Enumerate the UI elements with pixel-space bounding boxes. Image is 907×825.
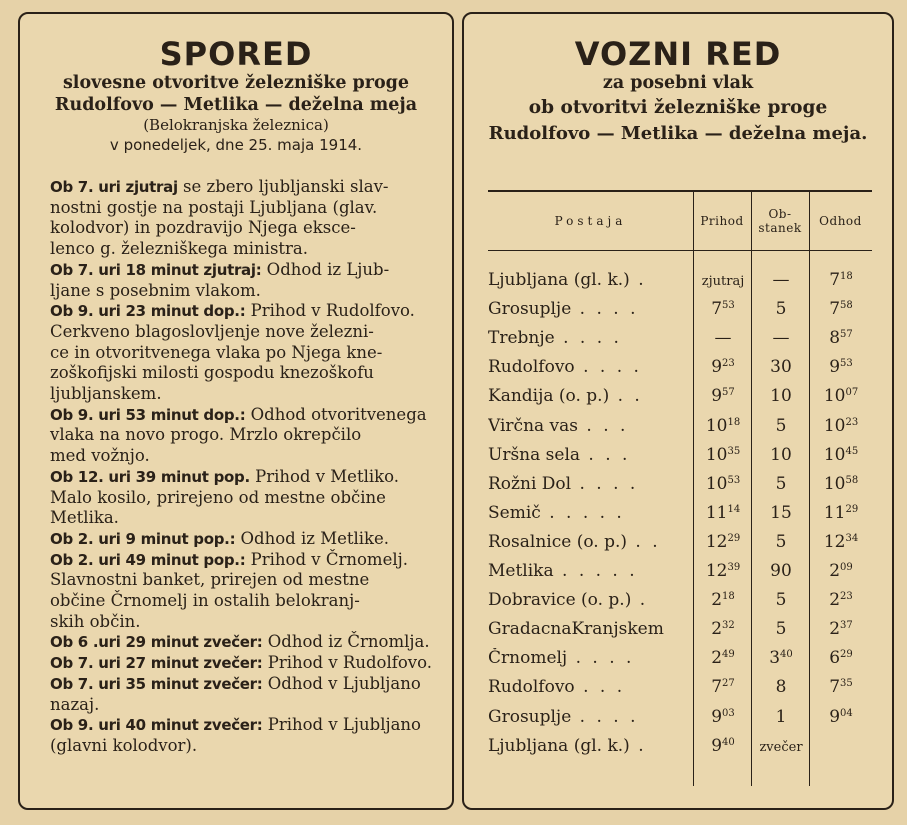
arrival-time-minute: 53 xyxy=(722,300,735,312)
station-name xyxy=(488,707,688,727)
arrival-time-minute: 03 xyxy=(722,707,735,719)
station-label: Rudolfovo xyxy=(488,357,575,378)
arrival-time-hour: 11 xyxy=(705,502,728,523)
arrival-time-minute: 18 xyxy=(727,416,741,428)
timetable-title: VOZNI RED xyxy=(574,35,782,73)
departure-time-hour: 7 xyxy=(829,677,841,698)
stop-duration xyxy=(752,736,810,756)
station-name xyxy=(488,299,688,319)
station-label: Uršna sela xyxy=(488,444,581,465)
program-entry-text: Odhod iz Metlike. xyxy=(235,528,390,548)
departure-time-minute: 29 xyxy=(845,503,859,515)
station-leader-dots: . xyxy=(629,735,647,756)
program-entry-time: Ob 7. uri 18 minut zjutraj: xyxy=(50,260,262,279)
arrival-time xyxy=(694,445,752,465)
timetable-row xyxy=(488,353,872,382)
station-label: Ljubljana (gl. k.) xyxy=(488,735,630,756)
departure-time-hour: 11 xyxy=(823,502,846,523)
program-entry-time: Ob 12. uri 39 minut pop. xyxy=(50,467,250,486)
station-leader-dots: . . . xyxy=(578,415,629,436)
station-label: GradacnaKranjskem xyxy=(488,619,664,640)
program-entry-text: skih občin. xyxy=(50,611,141,631)
arrival-time xyxy=(694,707,752,727)
station-name xyxy=(488,503,688,523)
arrival-time-hour: 12 xyxy=(705,531,728,552)
stop-duration-hour: 5 xyxy=(775,299,787,320)
arrival-time-hour: zjutraj xyxy=(701,274,745,289)
program-entry xyxy=(50,550,445,633)
station-name xyxy=(488,416,688,436)
stop-duration-minute: 40 xyxy=(780,649,793,661)
program-panel xyxy=(18,12,454,810)
program-entry-text: Cerkveno blagoslovljenje nove železni- xyxy=(50,321,374,341)
program-entry-text: Odhod otvoritvenega xyxy=(245,404,427,424)
program-entry-text: Prihod v Rudolfovo. xyxy=(262,653,433,673)
stop-duration-hour: 10 xyxy=(770,386,792,407)
station-name xyxy=(488,328,688,348)
station-name xyxy=(488,386,688,406)
program-entry xyxy=(50,632,445,653)
station-label: Dobravice (o. p.) xyxy=(488,590,632,611)
stop-duration xyxy=(752,357,810,377)
stop-duration-hour: 30 xyxy=(770,357,792,378)
program-entry xyxy=(50,301,445,405)
departure-time xyxy=(810,299,872,319)
arrival-time-hour: 10 xyxy=(705,444,728,465)
departure-time xyxy=(810,503,872,523)
header-station: Postaja xyxy=(554,214,627,228)
program-entry-text: lenco g. železniškega ministra. xyxy=(50,239,309,259)
arrival-time-hour: 7 xyxy=(711,677,723,698)
stop-duration xyxy=(752,677,810,697)
departure-time-hour: 7 xyxy=(829,270,841,290)
timetable-row xyxy=(488,266,872,295)
timetable-row xyxy=(488,470,872,499)
program-entry-text: občine Črnomelj in ostalih belokranj- xyxy=(50,591,360,611)
station-label: Rožni Dol xyxy=(488,473,572,494)
station-leader-dots: . . xyxy=(609,386,643,407)
station-leader-dots: . . . . . xyxy=(540,502,625,523)
program-entry-time: Ob 9. uri 53 minut dop.: xyxy=(50,405,246,424)
stop-duration xyxy=(752,619,810,639)
stop-duration-hour: — xyxy=(772,328,790,349)
arrival-time xyxy=(694,619,752,639)
station-name xyxy=(488,619,688,639)
station-leader-dots: . . . xyxy=(574,677,626,698)
program-entry-text: Prihod v Rudolfovo. xyxy=(245,301,415,321)
program-entry-text: Odhod iz Črnomlja. xyxy=(262,632,430,652)
program-entry xyxy=(50,529,445,550)
station-leader-dots: . xyxy=(629,270,647,290)
stop-duration-hour: 5 xyxy=(775,473,787,494)
program-subtitle-3: (Belokranjska železnica) xyxy=(143,116,329,134)
station-leader-dots: . . xyxy=(627,531,661,552)
arrival-time-minute: 40 xyxy=(722,736,735,748)
stop-duration-hour: zvečer xyxy=(759,739,803,755)
program-entry-text: Prihod v Metliko. xyxy=(249,466,400,486)
station-label: Kandija (o. p.) xyxy=(488,386,610,407)
departure-time xyxy=(810,707,872,727)
timetable-row xyxy=(488,412,872,441)
stop-duration xyxy=(752,590,810,610)
timetable-row xyxy=(488,441,872,470)
departure-time-hour: 10 xyxy=(823,415,846,436)
program-entry-time: Ob 2. uri 49 minut pop.: xyxy=(50,550,246,569)
station-leader-dots: . . . . xyxy=(571,473,639,494)
arrival-time-hour: 9 xyxy=(711,357,723,378)
program-entry xyxy=(50,715,445,756)
station-name xyxy=(488,270,688,290)
station-leader-dots: . . . . xyxy=(567,648,635,669)
station-name xyxy=(488,736,688,756)
departure-time-minute: 09 xyxy=(840,562,853,573)
program-entry xyxy=(50,405,445,467)
program-entry-text: ljane s posebnim vlakom. xyxy=(50,280,261,300)
arrival-time-minute: 23 xyxy=(722,358,735,370)
departure-time-hour: 10 xyxy=(823,444,846,465)
arrival-time-hour: 9 xyxy=(711,735,723,756)
program-entry-text: (glavni kolodvor). xyxy=(50,735,198,755)
station-label: Grosuplje xyxy=(488,299,572,320)
stop-duration xyxy=(752,416,810,436)
timetable-subtitle-3: Rudolfovo — Metlika — deželna meja. xyxy=(488,123,868,144)
arrival-time xyxy=(694,270,752,290)
departure-time xyxy=(810,648,872,668)
departure-time xyxy=(810,328,872,348)
program-entry-text: ljubljanskem. xyxy=(50,384,162,404)
program-entry-time: Ob 6 .uri 29 minut zvečer: xyxy=(50,633,263,652)
stop-duration xyxy=(752,648,810,668)
arrival-time xyxy=(694,416,752,436)
station-label: Črnomelj xyxy=(488,648,568,669)
departure-time xyxy=(810,561,872,581)
departure-time xyxy=(810,416,872,436)
arrival-time xyxy=(694,299,752,319)
arrival-time-minute: 14 xyxy=(727,503,741,515)
station-leader-dots: . . . . xyxy=(574,357,642,378)
stop-duration xyxy=(752,445,810,465)
timetable-subtitle-2: ob otvoritvi železniške proge xyxy=(528,97,828,118)
stop-duration-hour: 5 xyxy=(775,531,787,552)
timetable-row xyxy=(488,644,872,673)
departure-time-minute: 45 xyxy=(845,445,859,457)
program-entry-text: Odhod v Ljubljano xyxy=(262,673,421,693)
stop-duration xyxy=(752,532,810,552)
program-entry-time: Ob 9. uri 40 minut zvečer: xyxy=(50,716,263,735)
departure-time-hour: 2 xyxy=(829,619,841,640)
program-entry-text: vlaka na novo progo. Mrzlo okrepčilo xyxy=(50,425,362,445)
program-entry xyxy=(50,177,445,260)
station-name xyxy=(488,561,688,581)
departure-time xyxy=(810,619,872,639)
departure-time-hour: 8 xyxy=(829,328,841,349)
header-stop-line-2: stanek xyxy=(758,221,802,235)
stop-duration xyxy=(752,328,810,348)
arrival-time-hour: 9 xyxy=(711,386,723,407)
stop-duration xyxy=(752,299,810,319)
program-entry-text: Malo kosilo, prirejeno od mestne občine xyxy=(50,487,386,507)
station-leader-dots: . . . . xyxy=(571,706,639,727)
departure-time-hour: 9 xyxy=(829,357,841,378)
program-entry-text: Prihod v Ljubljano xyxy=(262,715,421,735)
departure-time-minute: 58 xyxy=(845,474,859,486)
departure-time xyxy=(810,677,872,697)
departure-time xyxy=(810,445,872,465)
stop-duration-hour: 3 xyxy=(769,648,781,669)
program-entry-text: Odhod iz Ljub- xyxy=(261,259,390,279)
departure-time-minute: 35 xyxy=(840,678,853,690)
program-entry-time: Ob 7. uri zjutraj xyxy=(50,178,178,196)
stop-duration-hour: 5 xyxy=(775,619,787,640)
header-departure: Odhod xyxy=(819,214,862,228)
timetable-row xyxy=(488,324,872,353)
timetable-header xyxy=(464,36,892,147)
departure-time xyxy=(810,474,872,494)
program-subtitle-1: slovesne otvoritve železniške proge xyxy=(62,73,410,93)
departure-time-minute: 18 xyxy=(840,271,853,282)
departure-time xyxy=(810,357,872,377)
arrival-time xyxy=(694,736,752,756)
station-label: Virčna vas xyxy=(488,415,579,436)
departure-time xyxy=(810,270,872,290)
program-entry-time: Ob 9. uri 23 minut dop.: xyxy=(50,302,246,321)
timetable-subtitle-1: za posebni vlak xyxy=(602,73,754,93)
station-name xyxy=(488,474,688,494)
arrival-time xyxy=(694,648,752,668)
arrival-time xyxy=(694,590,752,610)
timetable-row xyxy=(488,586,872,615)
header-arrival: Prihod xyxy=(700,214,744,228)
arrival-time xyxy=(694,561,752,581)
stop-duration-hour: 5 xyxy=(775,415,787,436)
program-entry-time: Ob 7. uri 27 minut zvečer: xyxy=(50,654,263,673)
stop-duration-hour: 90 xyxy=(770,561,792,581)
arrival-time-hour: 2 xyxy=(711,590,723,611)
arrival-time-minute: 49 xyxy=(722,649,735,661)
departure-time-minute: 58 xyxy=(840,300,853,312)
program-entry xyxy=(50,674,445,715)
station-label: Semič xyxy=(488,502,541,523)
program-subtitle-2: Rudolfovo — Metlika — deželna meja xyxy=(54,95,418,115)
arrival-time xyxy=(694,503,752,523)
timetable-row xyxy=(488,615,872,644)
station-name xyxy=(488,532,688,552)
program-entry-text: Prihod v Črnomelj. xyxy=(245,549,408,569)
station-name xyxy=(488,357,688,377)
program-entry-text: nazaj. xyxy=(50,694,100,714)
stop-duration-hour: — xyxy=(772,270,790,290)
departure-time-minute: 23 xyxy=(845,416,859,428)
arrival-time-minute: 32 xyxy=(722,620,735,632)
program-entry-text: se zbero ljubljanski slav- xyxy=(177,177,389,196)
departure-time-minute: 23 xyxy=(840,591,853,603)
timetable-row xyxy=(488,732,872,761)
program-entry-time: Ob 2. uri 9 minut pop.: xyxy=(50,529,236,548)
program-header xyxy=(20,36,452,155)
arrival-time-minute: 57 xyxy=(722,387,735,399)
station-leader-dots: . . . xyxy=(580,444,631,465)
arrival-time xyxy=(694,357,752,377)
departure-time-minute: 57 xyxy=(840,329,853,341)
arrival-time-minute: 35 xyxy=(727,445,741,457)
departure-time xyxy=(810,532,872,552)
program-entry-text: med vožnjo. xyxy=(50,446,150,466)
arrival-time-hour: 10 xyxy=(705,473,728,494)
arrival-time xyxy=(694,328,752,348)
stop-duration xyxy=(752,386,810,406)
stop-duration xyxy=(752,707,810,727)
timetable-row xyxy=(488,295,872,324)
arrival-time-minute: 39 xyxy=(727,562,741,573)
arrival-time-hour: 2 xyxy=(711,619,723,640)
departure-time xyxy=(810,590,872,610)
station-label: Rudolfovo xyxy=(488,677,575,698)
arrival-time xyxy=(694,474,752,494)
timetable-panel xyxy=(462,12,894,810)
timetable-row xyxy=(488,703,872,732)
program-entry-text: zoškofijski milosti gospodu knezoškofu xyxy=(50,363,374,383)
departure-time-hour: 6 xyxy=(829,648,841,669)
station-name xyxy=(488,677,688,697)
arrival-time-minute: 18 xyxy=(722,591,735,603)
departure-time-hour: 12 xyxy=(823,531,846,552)
departure-time-hour: 2 xyxy=(829,590,841,611)
departure-time-minute: 37 xyxy=(840,620,853,632)
program-entry-text: Metlika. xyxy=(50,508,119,528)
program-entry-time: Ob 7. uri 35 minut zvečer: xyxy=(50,674,263,693)
station-leader-dots: . xyxy=(631,590,649,611)
arrival-time-hour: 2 xyxy=(711,648,723,669)
timetable-row xyxy=(488,528,872,557)
station-label: Rosalnice (o. p.) xyxy=(488,531,627,552)
departure-time-minute: 04 xyxy=(840,707,853,719)
departure-time-minute: 07 xyxy=(845,387,859,399)
stop-duration-hour: 15 xyxy=(770,502,792,523)
table-header-rule xyxy=(488,250,872,251)
stop-duration-hour: 10 xyxy=(770,444,792,465)
departure-time-hour: 10 xyxy=(823,386,846,407)
station-label: Ljubljana (gl. k.) xyxy=(488,270,630,290)
departure-time-hour: 7 xyxy=(829,299,841,320)
stop-duration xyxy=(752,503,810,523)
timetable-row xyxy=(488,499,872,528)
departure-time xyxy=(810,386,872,406)
program-entry xyxy=(50,653,445,674)
arrival-time xyxy=(694,386,752,406)
program-entry-text: nostni gostje na postaji Ljubljana (glav. xyxy=(50,197,378,217)
stop-duration-hour: 5 xyxy=(775,590,787,611)
arrival-time-hour: 7 xyxy=(711,299,723,320)
station-name xyxy=(488,648,688,668)
station-name xyxy=(488,590,688,610)
stop-duration-hour: 1 xyxy=(775,706,787,727)
station-name xyxy=(488,445,688,465)
program-entry-text: Slavnostni banket, prirejen od mestne xyxy=(50,570,370,590)
departure-time-hour: 10 xyxy=(823,473,846,494)
departure-time-minute: 29 xyxy=(840,649,853,661)
station-leader-dots: . . . . xyxy=(554,328,622,349)
stop-duration xyxy=(752,561,810,581)
station-label: Grosuplje xyxy=(488,706,572,727)
program-date: v ponedeljek, dne 25. maja 1914. xyxy=(109,136,363,154)
timetable-row xyxy=(488,673,872,702)
arrival-time-hour: — xyxy=(714,328,732,349)
program-entry xyxy=(50,467,445,529)
header-stop-line-1: Ob- xyxy=(768,207,792,221)
arrival-time-hour: 10 xyxy=(705,415,728,436)
arrival-time-hour: 12 xyxy=(705,561,728,581)
program-entry xyxy=(50,260,445,301)
arrival-time-minute: 27 xyxy=(722,678,735,690)
arrival-time-minute: 29 xyxy=(727,532,741,544)
program-entry-text: ce in otvoritvenega vlaka po Njega kne- xyxy=(50,342,383,362)
stop-duration xyxy=(752,474,810,494)
timetable-row xyxy=(488,382,872,411)
station-label: Trebnje xyxy=(488,328,555,349)
program-title: SPORED xyxy=(159,35,313,73)
timetable-row xyxy=(488,557,872,586)
stop-duration xyxy=(752,270,810,290)
program-entries xyxy=(50,177,445,757)
arrival-time xyxy=(694,532,752,552)
arrival-time xyxy=(694,677,752,697)
stop-duration-hour: 8 xyxy=(775,677,787,698)
arrival-time-hour: 9 xyxy=(711,706,723,727)
station-leader-dots: . . . . xyxy=(571,299,639,320)
departure-time-hour: 9 xyxy=(829,706,841,727)
program-entry-text: kolodvor) in pozdravijo Njega eksce- xyxy=(50,218,356,238)
departure-time-minute: 53 xyxy=(840,358,853,370)
departure-time-minute: 34 xyxy=(845,532,859,544)
station-label: Metlika xyxy=(488,561,554,581)
arrival-time-minute: 53 xyxy=(727,474,741,486)
header-stop xyxy=(751,192,809,250)
station-leader-dots: . . . . . xyxy=(553,561,638,581)
departure-time-hour: 2 xyxy=(829,561,841,581)
